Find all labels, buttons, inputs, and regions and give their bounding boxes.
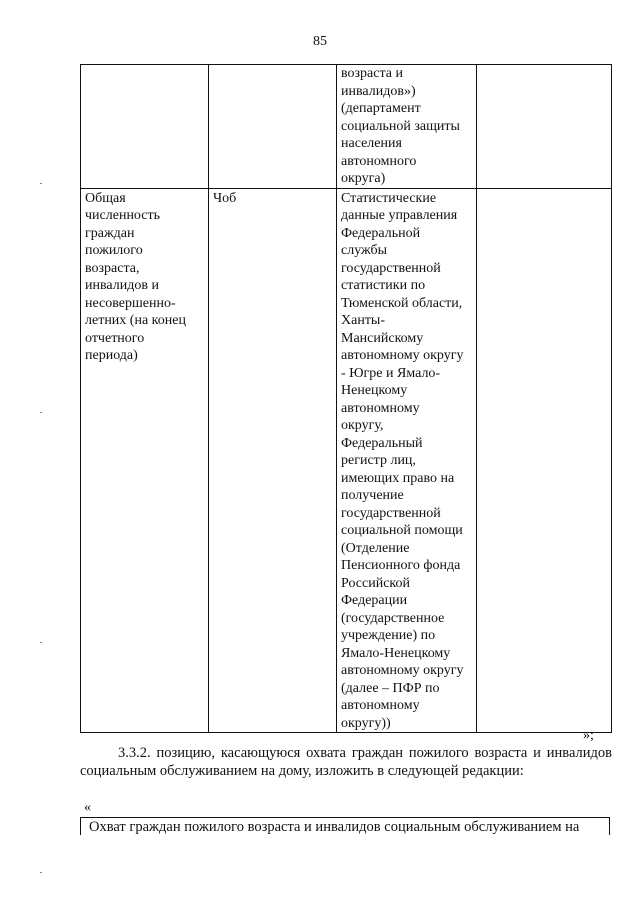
- table-cell-indicator: Общая численность граждан пожилого возраста, инвалидов и несовершенно- летних (на конец отчетного периода): [81, 188, 209, 733]
- scan-margin-mark: [40, 412, 42, 413]
- table-cell-extra: [477, 65, 612, 189]
- scan-margin-mark: [40, 642, 42, 643]
- scan-margin-mark: [40, 183, 42, 184]
- scan-margin-mark: [40, 872, 42, 873]
- table-cell-source: возраста и инвалидов») (департамент социальной защиты населения автономного округа): [337, 65, 477, 189]
- new-table-header-text: Охват граждан пожилого возраста и инвалидов социальным обслуживанием на: [80, 817, 610, 835]
- table-cell-source: Статистические данные управления Федеральной службы государственной статистики по Тюменской области, Ханты- Мансийскому автономному округу - Югре и Ямало- Ненецкому автономному округу, Федеральный регистр лиц, имеющих право на получение государственной социальной помощи (Отделение Пенсионного фонда Российской Федерации (государственное учреждение) по Ямало-Ненецкому автономному округу (далее – ПФР по автономному округу)): [337, 188, 477, 733]
- amendment-paragraph: 3.3.2. позицию, касающуюся охвата граждан пожилого возраста и инвалидов социальным обслуживанием на дому, изложить в следующей редакции:: [80, 745, 612, 779]
- indicator-table: [80, 64, 612, 733]
- opening-quote: «: [84, 800, 91, 815]
- table-cell-symbol: Чоб: [209, 188, 337, 733]
- page-number: 85: [313, 34, 327, 49]
- table-row: [81, 65, 612, 189]
- table-cell-extra: [477, 188, 612, 733]
- table-cell-indicator: [81, 65, 209, 189]
- table-row: [81, 188, 612, 733]
- table-cell-symbol: [209, 65, 337, 189]
- table-closing-mark: »;: [583, 728, 594, 743]
